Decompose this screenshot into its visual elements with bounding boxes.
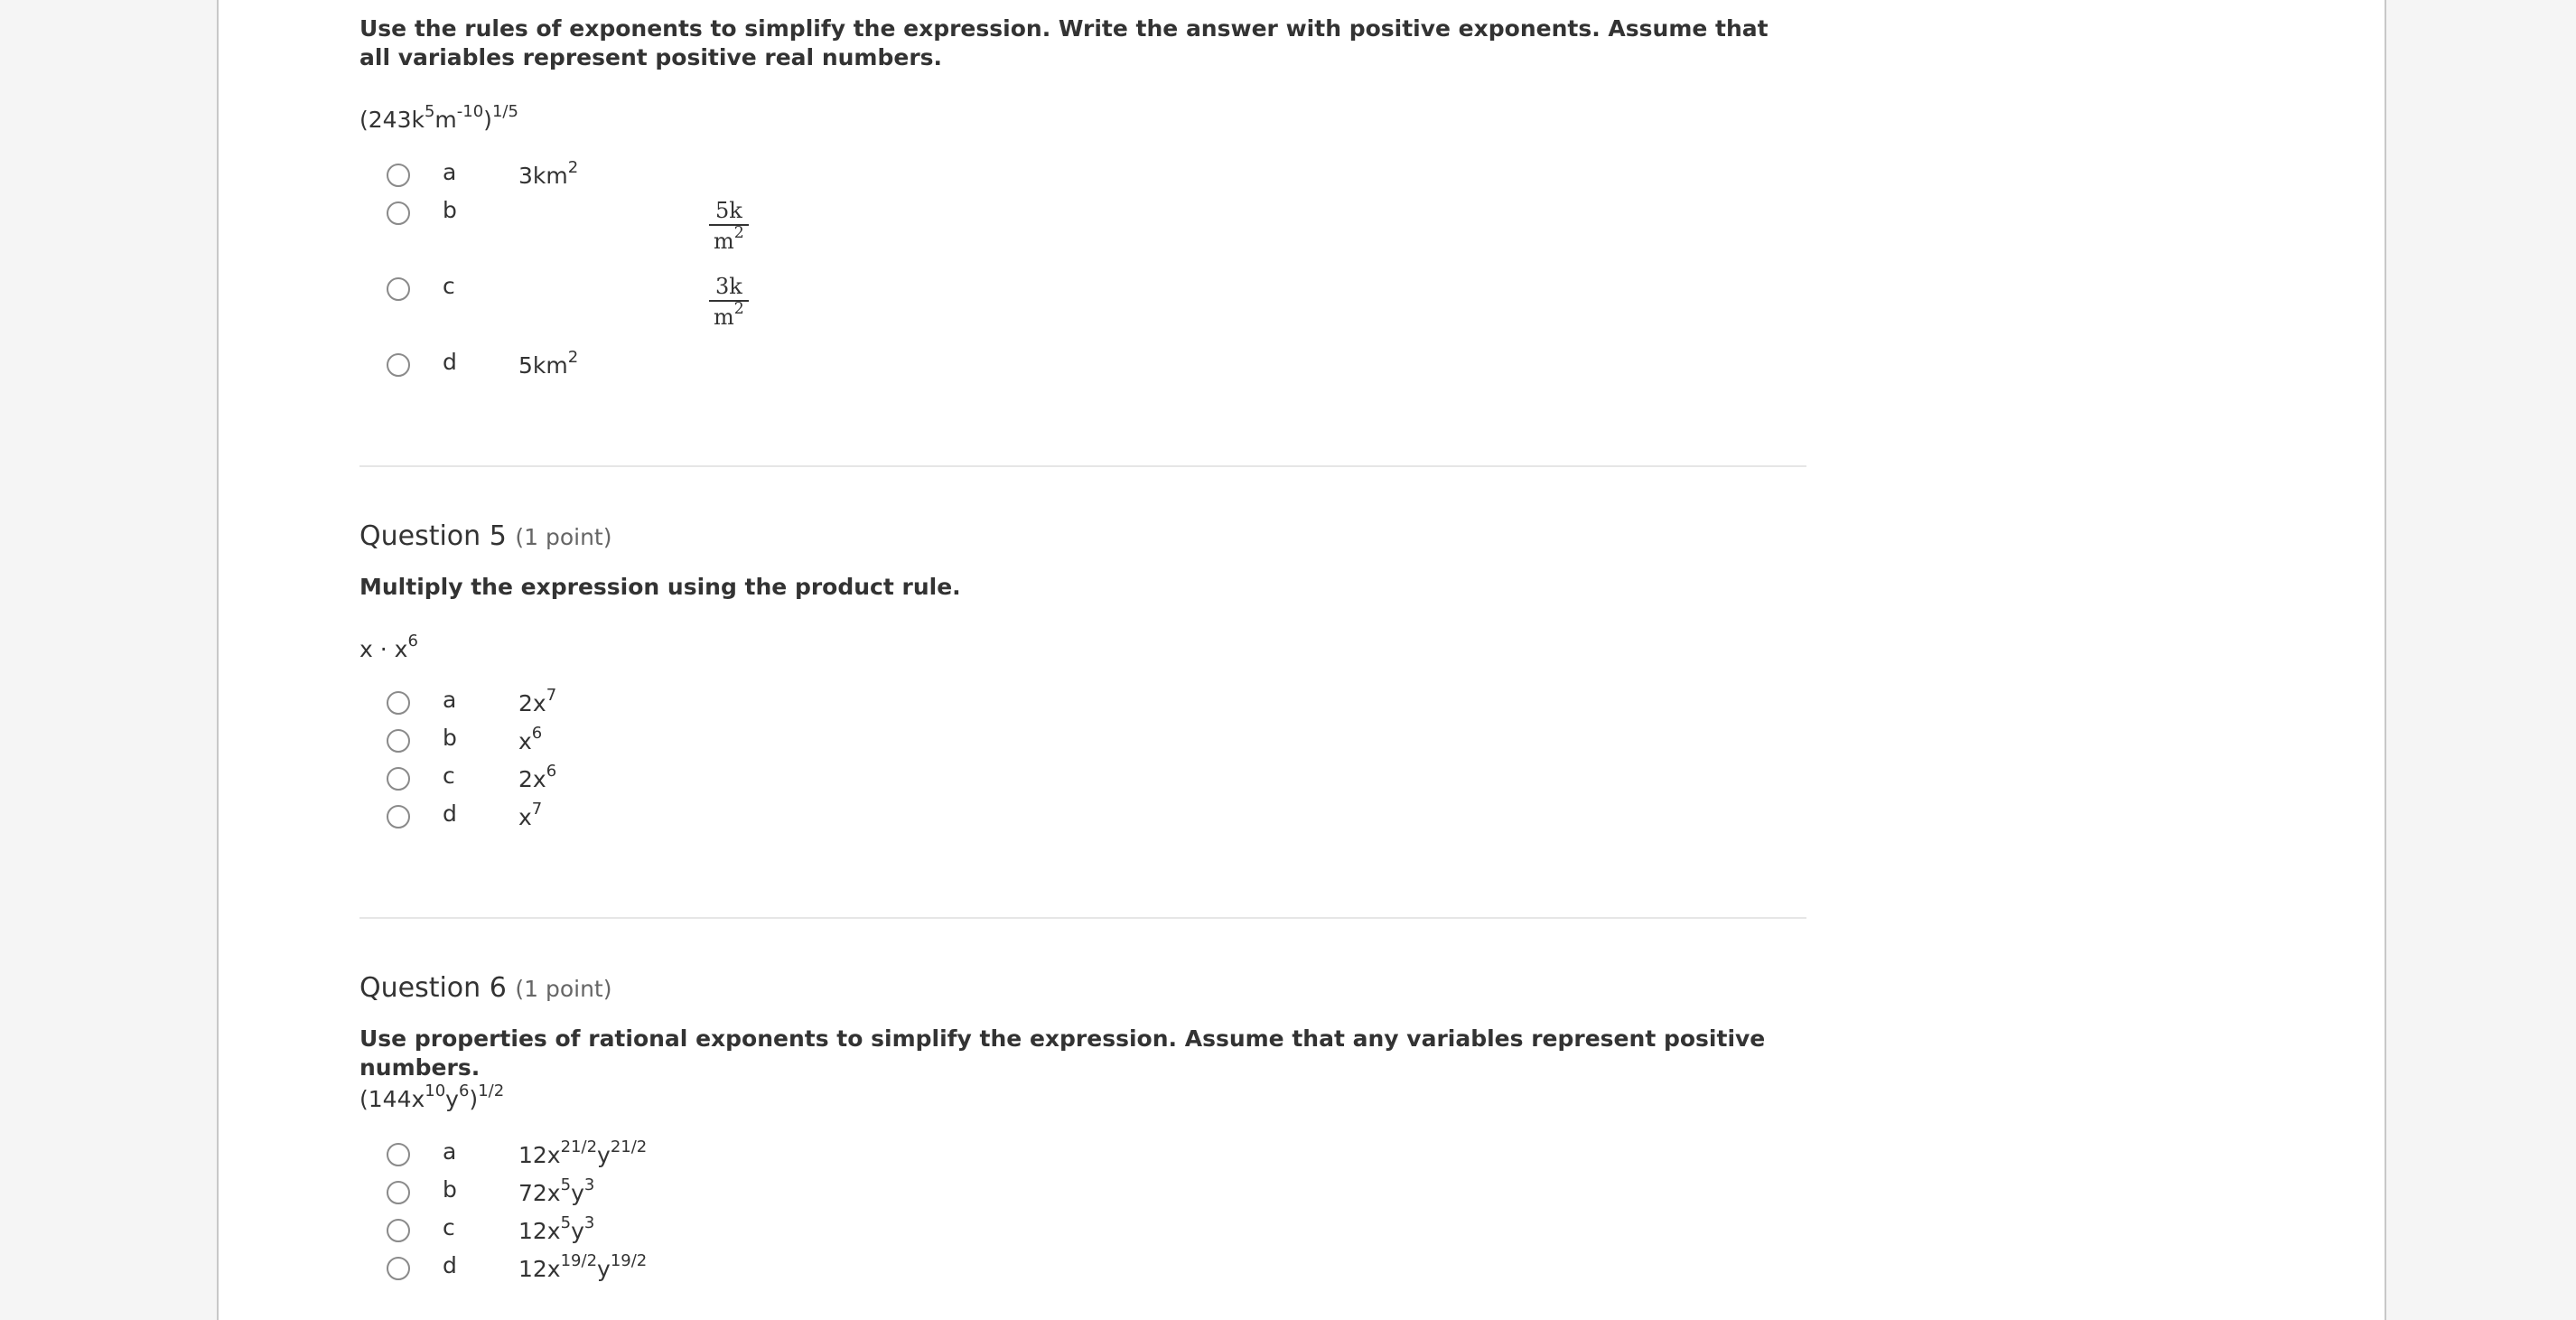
q6-option-a-e2: 21/2 xyxy=(610,1137,648,1156)
q5-option-d-value xyxy=(518,799,543,830)
q6-option-d-e1: 19/2 xyxy=(560,1250,598,1270)
q4-option-b-letter: b xyxy=(443,197,457,223)
q6-option-c-radio[interactable] xyxy=(387,1219,410,1242)
q6-option-a-c2: y xyxy=(597,1142,611,1168)
q6-option-a-letter: a xyxy=(443,1138,457,1165)
q4-expr-exp2: -10 xyxy=(456,101,484,121)
q6-option-c-e2: 3 xyxy=(583,1212,595,1232)
q4-option-b-fraction xyxy=(708,197,750,257)
q4-option-c-numerator: 3k xyxy=(714,274,742,299)
q5-option-a-coef: 2x xyxy=(518,690,546,716)
q6-option-a[interactable] xyxy=(387,1137,648,1171)
q4-expression xyxy=(359,101,1806,133)
q5-option-b-exp: 6 xyxy=(531,723,543,743)
q5-option-d-coef: x xyxy=(518,804,532,830)
q4-option-a[interactable] xyxy=(387,157,579,192)
q6-option-d[interactable] xyxy=(387,1250,648,1285)
q6-option-c-c1: 12x xyxy=(518,1218,561,1244)
q4-option-b-denominator xyxy=(708,226,750,257)
q5-option-b-radio[interactable] xyxy=(387,729,410,753)
q5-instruction-block xyxy=(359,573,1806,602)
q6-option-b-e1: 5 xyxy=(560,1175,572,1194)
q5-title: Question 5 xyxy=(359,520,507,552)
q5-option-c-exp: 6 xyxy=(546,761,557,781)
q4-option-c-den-exp: 2 xyxy=(733,300,744,319)
q5-option-a-exp: 7 xyxy=(546,685,557,705)
q4-option-a-value xyxy=(518,157,579,189)
q6-expr-mid: y xyxy=(445,1086,459,1112)
q5-expression xyxy=(359,631,1806,662)
q5-option-d[interactable] xyxy=(387,799,543,833)
q4-instruction: Use the rules of exponents to simplify the expression. Write the answer with positive exponents. Assume that all variables represent positive real numbers. xyxy=(359,15,1769,70)
q4-option-c-fraction xyxy=(708,273,750,332)
q6-option-c-c2: y xyxy=(571,1218,584,1244)
q5-option-d-radio[interactable] xyxy=(387,805,410,829)
q4-option-b-den-base: m xyxy=(714,229,734,254)
q6-option-b-e2: 3 xyxy=(583,1175,595,1194)
q6-option-c[interactable] xyxy=(387,1212,595,1247)
q4-option-d-value xyxy=(518,347,579,379)
q5-option-b-letter: b xyxy=(443,725,457,751)
q6-option-d-value xyxy=(518,1250,648,1282)
q6-option-a-value xyxy=(518,1137,648,1168)
q6-option-d-c2: y xyxy=(597,1256,611,1282)
q6-option-b[interactable] xyxy=(387,1175,595,1209)
q4-option-d-radio[interactable] xyxy=(387,353,410,377)
q4-option-b-den-exp: 2 xyxy=(733,224,744,243)
q5-option-b[interactable] xyxy=(387,723,543,757)
q5-expr-exp: 6 xyxy=(407,631,418,651)
q6-option-a-e1: 21/2 xyxy=(560,1137,598,1156)
q5-option-c-value xyxy=(518,761,557,792)
q6-expr-exp2: 6 xyxy=(458,1081,470,1100)
q6-option-c-value xyxy=(518,1212,595,1244)
q4-option-c-den-base: m xyxy=(714,304,734,330)
q5-option-a[interactable] xyxy=(387,685,557,719)
q5-option-b-value xyxy=(518,723,543,754)
question-divider xyxy=(359,917,1806,919)
q5-option-a-radio[interactable] xyxy=(387,691,410,715)
q6-option-b-radio[interactable] xyxy=(387,1181,410,1204)
q6-expr-exp3: 1/2 xyxy=(478,1081,505,1100)
q5-option-d-letter: d xyxy=(443,800,457,827)
q6-header xyxy=(359,972,1806,1004)
q6-instruction-block xyxy=(359,1025,1806,1082)
q6-option-d-letter: d xyxy=(443,1252,457,1278)
q4-option-a-letter: a xyxy=(443,159,457,185)
q4-option-b-radio[interactable] xyxy=(387,201,410,225)
q4-expr-exp1: 5 xyxy=(424,101,435,121)
q5-option-a-letter: a xyxy=(443,687,457,713)
q4-option-d-coef: 5km xyxy=(518,352,568,379)
question-divider xyxy=(359,465,1806,467)
q5-option-a-value xyxy=(518,685,557,716)
q6-expr-base: (144x xyxy=(359,1086,425,1112)
q6-expr-close: ) xyxy=(469,1086,479,1112)
q4-expr-exp3: 1/5 xyxy=(491,101,518,121)
q4-option-b-numerator: 5k xyxy=(714,198,742,223)
q6-option-b-c2: y xyxy=(571,1180,584,1206)
q4-option-a-radio[interactable] xyxy=(387,164,410,187)
q6-option-b-c1: 72x xyxy=(518,1180,561,1206)
q5-option-c-radio[interactable] xyxy=(387,767,410,791)
q6-option-d-c1: 12x xyxy=(518,1256,561,1282)
q6-option-b-letter: b xyxy=(443,1176,457,1203)
q6-option-a-radio[interactable] xyxy=(387,1143,410,1166)
q5-header xyxy=(359,520,1806,552)
q6-instruction: Use properties of rational exponents to simplify the expression. Assume that any variables represent positive numbers. xyxy=(359,1025,1766,1081)
q5-instruction: Multiply the expression using the product rule. xyxy=(359,574,961,600)
q5-option-c[interactable] xyxy=(387,761,557,795)
q4-option-d-letter: d xyxy=(443,349,457,375)
q6-option-a-c1: 12x xyxy=(518,1142,561,1168)
q5-option-c-letter: c xyxy=(443,763,455,789)
q6-option-c-e1: 5 xyxy=(560,1212,572,1232)
q5-points: (1 point) xyxy=(515,524,612,550)
q4-option-a-exp: 2 xyxy=(567,157,579,177)
q5-option-c-coef: 2x xyxy=(518,766,546,792)
q6-expression xyxy=(359,1081,1806,1112)
q6-points: (1 point) xyxy=(515,976,612,1002)
q4-expr-mid: m xyxy=(434,107,457,133)
q6-title: Question 6 xyxy=(359,972,507,1004)
q6-expr-exp1: 10 xyxy=(425,1081,446,1100)
q4-option-d-exp: 2 xyxy=(567,347,579,367)
q4-option-c[interactable] xyxy=(387,273,455,305)
q4-instruction-block xyxy=(359,14,1806,72)
q6-option-d-e2: 19/2 xyxy=(610,1250,648,1270)
q4-expr-base: (243k xyxy=(359,107,425,133)
q6-option-b-value xyxy=(518,1175,595,1206)
q4-option-c-radio[interactable] xyxy=(387,277,410,301)
q5-option-b-coef: x xyxy=(518,728,532,754)
q4-expr-close: ) xyxy=(483,107,492,133)
q4-option-c-letter: c xyxy=(443,273,455,299)
q4-option-b[interactable] xyxy=(387,197,457,229)
q6-option-c-letter: c xyxy=(443,1214,455,1240)
q5-expr-left: x · x xyxy=(359,636,408,662)
q4-option-a-coef: 3km xyxy=(518,163,568,189)
q6-option-d-radio[interactable] xyxy=(387,1257,410,1280)
q5-option-d-exp: 7 xyxy=(531,799,543,819)
q4-option-d[interactable] xyxy=(387,347,579,381)
q4-option-c-denominator xyxy=(708,302,750,332)
